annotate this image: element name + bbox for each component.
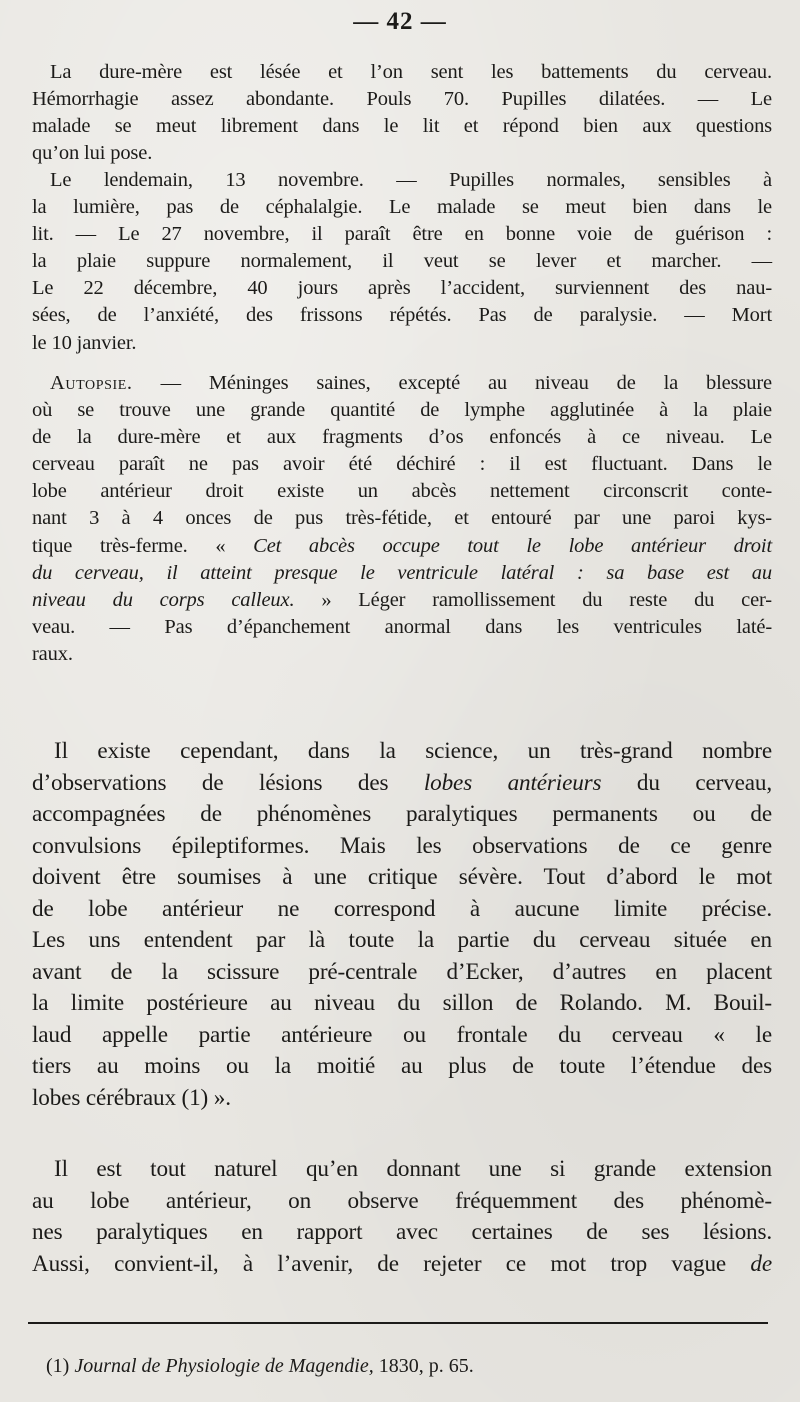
footnote-source: Journal de Physiologie de Magendie, (74, 1355, 374, 1377)
text-line: Hémorrhagie assez abondante. Pouls 70. Pupilles dilatées. — Le (32, 88, 772, 111)
text-line: Le 22 décembre, 40 jours après l’accident, surviennent des nau- (32, 277, 772, 300)
text-line: malade se meut librement dans le lit et répond bien aux questions (32, 115, 772, 138)
text-line: sées, de l’anxiété, des frissons répétés. Pas de paralysie. — Mort (32, 304, 772, 327)
observation-paragraph-1 (32, 59, 772, 167)
text-line: où se trouve une grande quantité de lymphe agglutinée à la plaie (32, 399, 772, 422)
text-line: convulsions épileptiformes. Mais les observations de ce genre (32, 832, 772, 859)
text-run: d’observations de lésions des (32, 769, 424, 796)
text-line (32, 587, 772, 614)
text-line: Les uns entendent par là toute la partie du cerveau située en (32, 927, 772, 954)
text-line: accompagnées de phénomènes paralytiques permanents ou de (32, 801, 772, 828)
text-line (32, 768, 772, 800)
text-line: nes paralytiques en rapport avec certaines de ses lésions. (32, 1219, 772, 1246)
text-line: lobes cérébraux (1) ». (32, 1085, 231, 1112)
italic-quote: niveau du corps calleux. (32, 588, 295, 611)
text-line: Le lendemain, 13 novembre. — Pupilles normales, sensibles à (50, 169, 772, 191)
text-line: de lobe antérieur ne correspond à aucune limite précise. (32, 895, 772, 922)
text-line: la plaie suppure normalement, il veut se lever et marcher. — (32, 250, 772, 273)
text-line: Il existe cependant, dans la science, un très-grand nombre (54, 738, 772, 764)
text-line: cerveau paraît ne pas avoir été déchiré : il est fluctuant. Dans le (32, 453, 772, 476)
text-line: nant 3 à 4 onces de pus très-fétide, et entouré par une paroi kys- (32, 507, 772, 530)
text-line: avant de la scissure pré-centrale d’Ecker, d’autres en placent (32, 958, 772, 985)
italic-term: lobes antérieurs (423, 769, 602, 796)
text-run: tique très-ferme. « (32, 534, 254, 557)
text-line: de la dure-mère et aux fragments d’os enfoncés à ce niveau. Le (32, 426, 772, 449)
text-line: qu’on lui pose. (32, 142, 153, 165)
text-line (32, 1249, 772, 1281)
footnote-marker: (1) (46, 1355, 75, 1377)
italic-word: de (750, 1250, 772, 1277)
italic-quote: Cet abcès occupe tout le lobe antérieur droit (253, 534, 772, 557)
page-number: — 42 — (353, 8, 447, 35)
text-line: tiers au moins ou la moitié au plus de toute l’étendue des (32, 1053, 772, 1080)
text-line: au lobe antérieur, on observe fréquemment des phénomè- (32, 1187, 772, 1214)
text-line: lit. — Le 27 novembre, il paraît être en bonne voie de guérison : (32, 223, 772, 246)
text-run: Aussi, convient-il, à l’avenir, de rejeter ce mot trop vague (32, 1250, 751, 1277)
text-line: la limite postérieure au niveau du sillon de Rolando. M. Bouil- (32, 990, 772, 1017)
footnote-divider (28, 1322, 768, 1324)
autopsy-label: Autopsie. (50, 372, 133, 394)
text-line: Il est tout naturel qu’en donnant une si grande extension (54, 1156, 772, 1182)
text-line: le 10 janvier. (32, 331, 137, 354)
italic-quote: du cerveau, il atteint presque le ventricule latéral : sa base est au (32, 561, 772, 584)
text-line (32, 533, 772, 560)
footnote (46, 1352, 474, 1380)
text-line: lobe antérieur droit existe un abcès nettement circonscrit conte- (32, 480, 772, 503)
text-line (32, 370, 772, 397)
text-line: la lumière, pas de céphalalgie. Le malade se meut bien dans le (32, 196, 772, 219)
observation-paragraph-2 (32, 167, 772, 357)
text-run: » Léger ramollissement du reste du cer- (294, 588, 772, 611)
discussion-paragraph-2 (32, 1154, 772, 1280)
text-run: — Méninges saines, excepté au niveau de la blessure (132, 372, 772, 394)
text-run: du cerveau, (601, 769, 772, 796)
text-line: raux. (32, 642, 73, 665)
text-line: doivent être soumises à une critique sévère. Tout d’abord le mot (32, 864, 772, 891)
autopsy-paragraph (32, 370, 772, 668)
text-line: laud appelle partie antérieure ou frontale du cerveau « le (32, 1021, 772, 1048)
text-line: veau. — Pas d’épanchement anormal dans les ventricules laté- (32, 615, 772, 638)
discussion-paragraph-1 (32, 736, 772, 1115)
footnote-details: 1830, p. 65. (373, 1355, 474, 1377)
text-line: La dure-mère est lésée et l’on sent les battements du cerveau. (50, 61, 772, 83)
